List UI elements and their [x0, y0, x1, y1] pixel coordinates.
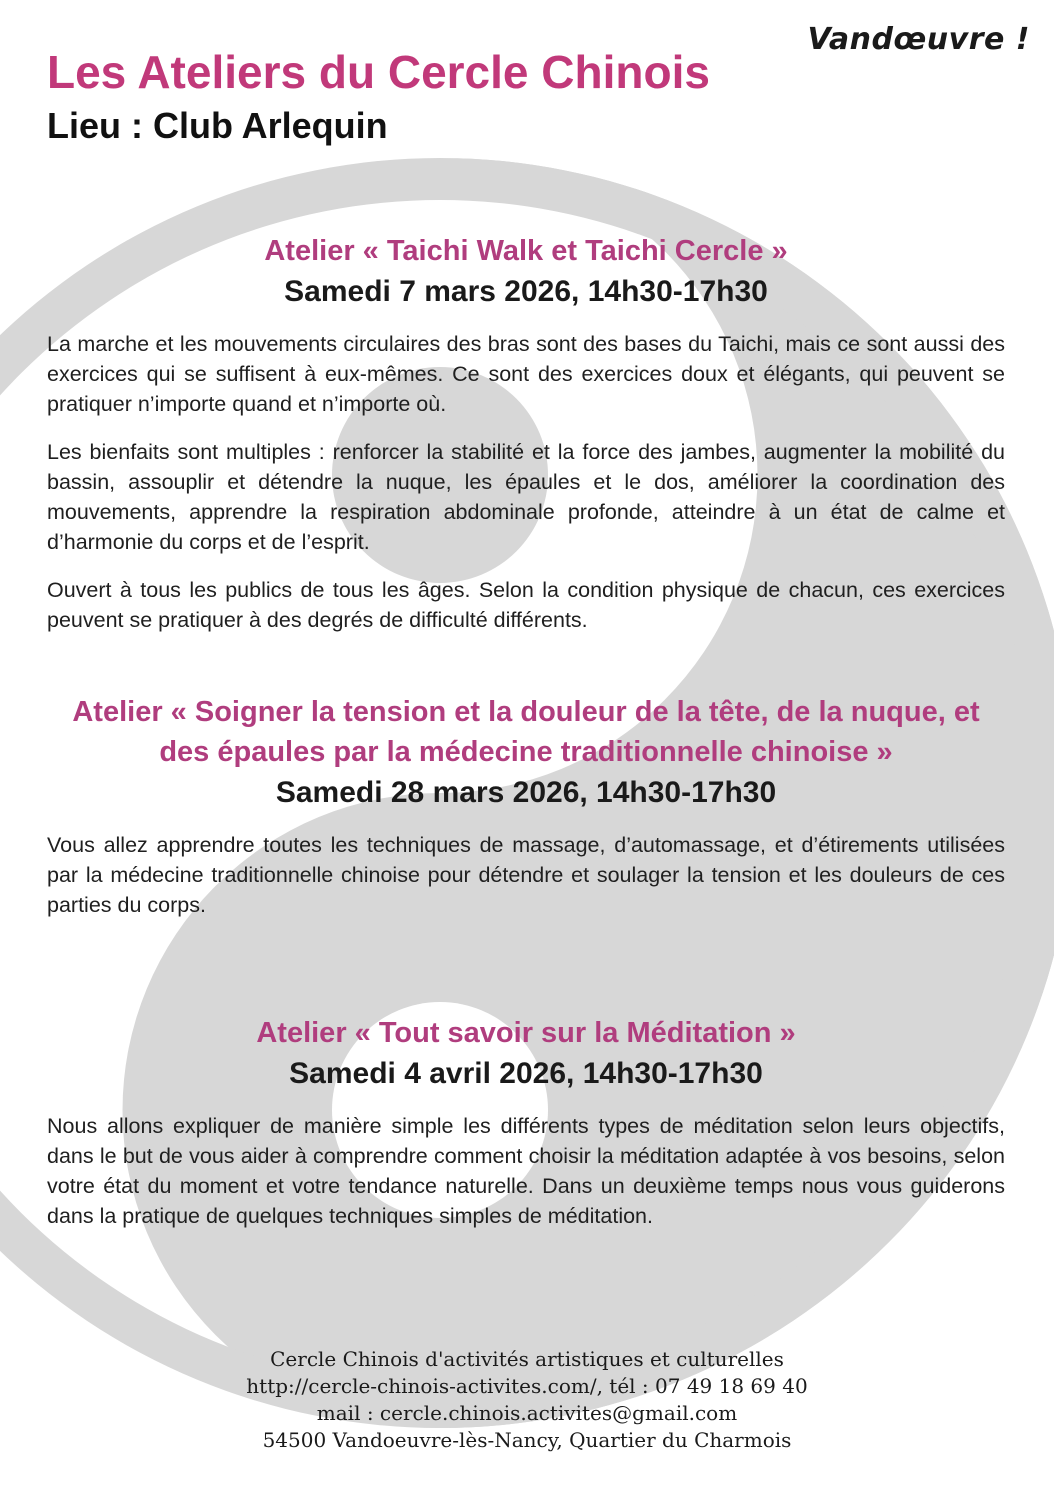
- workshop-description: [47, 329, 1005, 635]
- paragraph: Ouvert à tous les publics de tous les âges. Selon la condition physique de chacun, ces exercices peuvent se pratiquer à des degrés de difficulté différents.: [47, 578, 1005, 632]
- workshop-meditation: [47, 1013, 1005, 1231]
- paragraph: Vous allez apprendre toutes les techniques de massage, d’automassage, et d’étirements utilisées par la médecine traditionnelle chinoise pour détendre et soulager la tension et les douleurs de ces parties du corps.: [47, 833, 1005, 917]
- email-address: mail : cercle.chinois.activites@gmail.com: [316, 1401, 738, 1425]
- contact-footer: [0, 1346, 1054, 1454]
- workshop-date: Samedi 28 mars 2026, 14h30-17h30: [275, 776, 777, 809]
- page-title: Les Ateliers du Cercle Chinois: [47, 46, 710, 98]
- website-phone: http://cercle-chinois-activites.com/, tél : 07 49 18 69 40: [246, 1374, 808, 1398]
- paragraph: Nous allons expliquer de manière simple les différents types de méditation selon leurs objectifs, dans le but de vous aider à comprendre comment choisir la méditation adaptée à vos besoins, selon votre état du moment et votre tendance naturelle. Dans un deuxième temps nous vous guiderons dans la pratique de quelques techniques simples de méditation.: [47, 1114, 1005, 1228]
- workshop-date: Samedi 4 avril 2026, 14h30-17h30: [289, 1057, 763, 1090]
- workshop-taichi: [47, 231, 1005, 635]
- workshop-title: Atelier « Soigner la tension et la douleur de la tête, de la nuque, et des épaules par la médecine traditionnelle chinoise »: [72, 696, 980, 768]
- workshop-description: [47, 1111, 1005, 1231]
- workshop-title: Atelier « Tout savoir sur la Méditation »: [256, 1017, 796, 1049]
- venue: Lieu : Club Arlequin: [47, 105, 388, 146]
- workshop-date: Samedi 7 mars 2026, 14h30-17h30: [284, 275, 768, 308]
- postal-address: 54500 Vandoeuvre-lès-Nancy, Quartier du Charmois: [262, 1428, 792, 1452]
- paragraph: Les bienfaits sont multiples : renforcer la stabilité et la force des jambes, augmenter la mobilité du bassin, assouplir et détendre la nuque, les épaules et le dos, améliorer la coordination des mouvements, apprendre la respiration abdominale profonde, atteindre à un état de calme et d’harmonie du corps et de l’esprit.: [47, 440, 1005, 554]
- workshop-title: Atelier « Taichi Walk et Taichi Cercle »: [264, 235, 788, 267]
- paragraph: La marche et les mouvements circulaires des bras sont des bases du Taichi, mais ce sont aussi des exercices qui se suffisent à eux-mêmes. Ce sont des exercices doux et élégants, qui peuvent se pratiquer n’importe quand et n’importe où.: [47, 332, 1005, 416]
- organization-name: Cercle Chinois d'activités artistiques et culturelles: [270, 1347, 784, 1371]
- workshop-tension: [47, 692, 1005, 920]
- workshop-description: [47, 830, 1005, 920]
- vandoeuvre-logo: Vandœuvre !: [807, 22, 1030, 57]
